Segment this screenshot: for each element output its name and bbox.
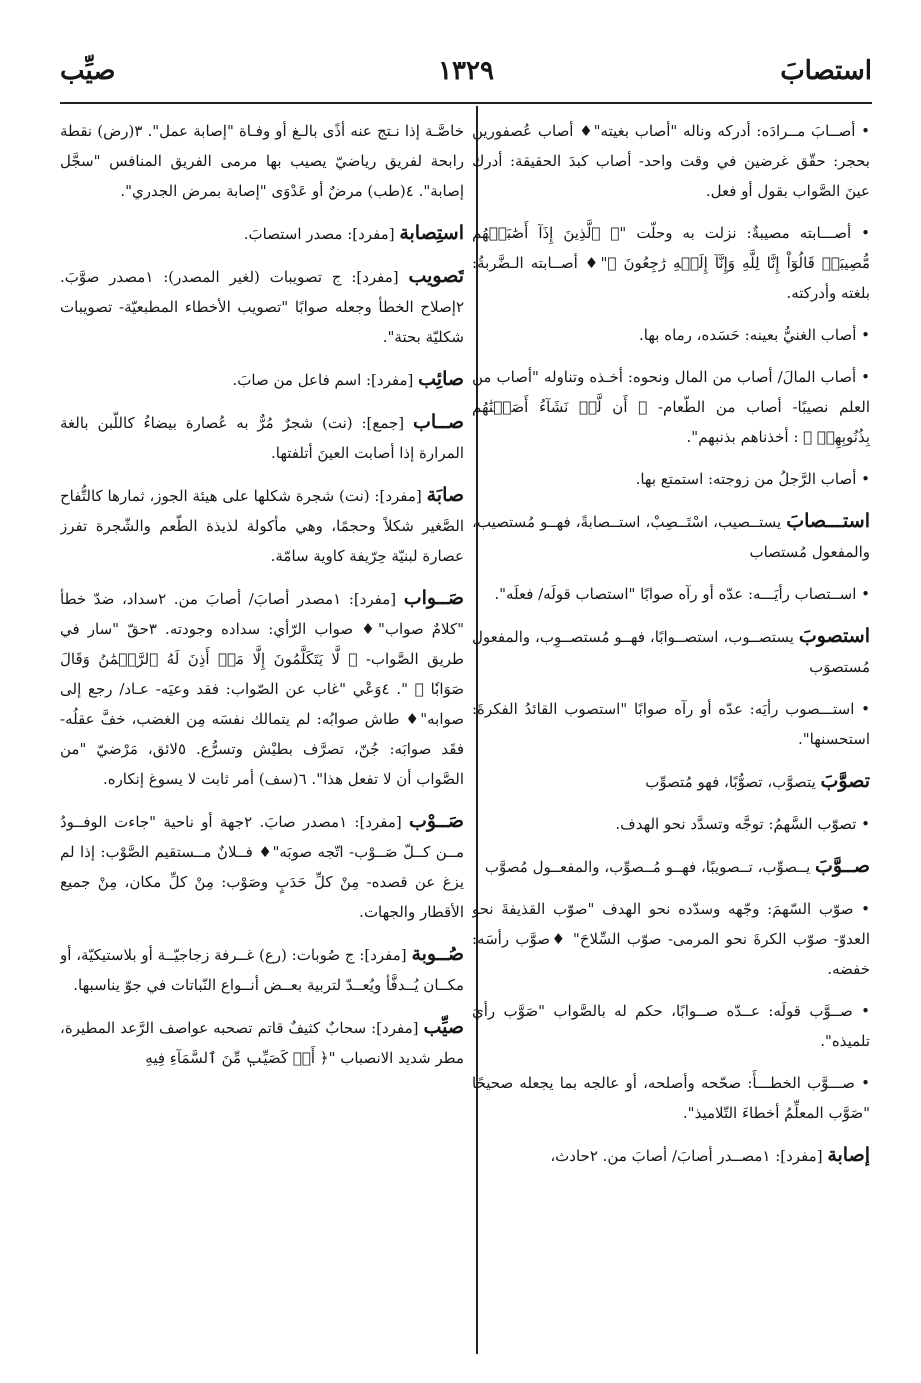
entry-text: [مفرد]: ج صُوبات: (رع) غــرفة زجاجيّــة أو بلاستيكيّة، أو مكــان يُــدفَّأ ويُعــدّ لتربية بعــض أنــواع النّباتات في جوّ يناسبها.	[60, 946, 464, 994]
entry-headword: صــوَّبَ	[815, 855, 870, 877]
entry-sense	[472, 464, 870, 494]
dictionary-entry	[60, 218, 464, 249]
header-right-word: استصابَ	[780, 56, 872, 86]
entry-sense	[472, 116, 870, 206]
entry-text: • صــوَّب قولَه: عــدّه صــوابًا، حكم له بالصَّواب "صَوَّب رأيَ تلميذه".	[472, 1002, 870, 1050]
entry-text: • أصاب المالَ/ أصاب من المال ونحوه: أخـذه وتناوله "أصاب من العلم نصيبًا- أصاب من الطّعام- ﴿ أَن لَّوۡ نَشَآءُ أَصَبۡنَٰهُم بِذُنُوبِهِمۡ ﴾ : أخذناهم بذنبهم".	[472, 368, 870, 446]
dictionary-entry	[472, 506, 870, 567]
entry-sense	[472, 218, 870, 308]
entry-headword: صائِب	[418, 368, 464, 390]
entry-text: • أصاب الغنيُّ بعينه: حَسَده، رماه بها.	[639, 326, 870, 344]
entry-headword: استـــصابَ	[786, 510, 870, 532]
entry-sense	[472, 320, 870, 350]
entry-headword: صابَة	[426, 484, 464, 506]
entry-text: • اســتصاب رأيَـــه: عدّه أو رآه صوابًا "استصاب قولَه/ فعلَه".	[494, 585, 870, 603]
entry-sense	[472, 809, 870, 839]
entry-text: • تصوّب السَّهمُ: توجَّه وتسدَّد نحو الهدف.	[615, 815, 870, 833]
dictionary-entry	[472, 621, 870, 682]
entry-text: [مفرد]: اسم فاعل من صابَ.	[232, 371, 419, 389]
entry-sense	[472, 996, 870, 1056]
dictionary-entry	[472, 766, 870, 797]
entry-headword: تَصويب	[408, 265, 464, 287]
entry-headword: إصابة	[827, 1144, 870, 1166]
entry-text: [مفرد]: ١مصدر صابَ. ٢جهة أو ناحية "جاءت الوفــودُ مــن كــلّ صَــوْب- اتّجه صوبَه"♦ فــلانٌ مــستقيم الصَّوْب: إذا لم يزغ عن قصده- مِنْ كلِّ حَدَبٍ وصَوْب: مِنْ كلِّ مكان، مِنْ جميع الأقطار والجهات.	[60, 813, 464, 921]
entry-text: • استـــصوب رأيَه: عدّه أو رآه صوابًا "استصوب القائدُ الفكرةَ: استحسنها".	[472, 700, 870, 748]
dictionary-entry	[60, 261, 464, 352]
entry-text: [مفرد]: ج تصويبات (لغير المصدر): ١مصدر صوَّبَ. ٢إصلاح الخطأ وجعله صوابًا "تصويب الأخطاء المطبعيّة- تصويبات شكليّة بحتة".	[60, 268, 464, 346]
entry-text: يستصــوب، استصــوابًا، فهــو مُستصــوِب، والمفعول مُستصوَب	[472, 628, 870, 676]
entry-text: [مفرد]: (نت) شجرة شكلها على هيئة الجوز، ثمارها كالتُّفاح الصَّغير شكلاً وحجمًا، وهي مأكولة لذيذة الطّعم والشّجرة تفرز عصارة لبنيّة حِرّيفة كاوية سامّة.	[60, 487, 464, 565]
entry-text: [مفرد]: ١مصدر أصابَ/ أصابَ من. ٢سداد، ضدّ خطأ "كلامٌ صواب"♦ صواب الرّأي: سداده وجودته. ٣حقّ "سار في طريق الصَّواب- ﴿ لَّا يَتَكَلَّمُونَ إِلَّا مَنۡ أَذِنَ لَهُ ٱلرَّحۡمَٰنُ وَقَالَ صَوَابٗا ﴾ ". ٤وَعْي "غاب عن الصّواب: فقد وعيَه- عـاد/ رجع إلى صوابه"♦ طاش صوابُه: لم يتمالك نفسَه مِن الغضب، خفَّ عقلُه- فقَد صوابَه: جُنّ، تصرَّف بطيْش وتسرُّع. ٥لائق، مَرْضيّ "من الصَّواب أن لا تفعل هذا". ٦(سف) أمر ثابت لا يسوغ إنكاره.	[60, 590, 464, 788]
entry-headword: تصوَّبَ	[820, 770, 870, 792]
dictionary-entry	[60, 1012, 464, 1073]
dictionary-entry	[472, 1140, 870, 1171]
entry-headword: صيِّب	[423, 1016, 464, 1038]
dictionary-entry	[60, 364, 464, 395]
dictionary-entry	[60, 939, 464, 1000]
entry-sense	[472, 894, 870, 984]
entry-headword: صَــواب	[403, 587, 464, 609]
dictionary-entry	[60, 407, 464, 468]
entry-headword: صُــوبة	[411, 943, 464, 965]
entry-headword: استِصابة	[399, 222, 464, 244]
entry-sense	[472, 1068, 870, 1128]
entry-text: يتصوَّب، تصوُّبًا، فهو مُتصوِّب	[645, 773, 821, 791]
entry-sense	[472, 579, 870, 609]
entry-text: يــصوِّب، تــصويبًا، فهــو مُــصوِّب، والمفعــول مُصوَّب	[484, 858, 816, 876]
left-column	[60, 116, 464, 1356]
entry-text: • صـــوَّب الخطـــأَ: صحّحه وأصلحه، أو عالجه بما يجعله صحيحًا "صَوَّب المعلِّمُ أخطاءَ التّلاميذ".	[472, 1074, 870, 1122]
entry-text: خاصَّـة إذا نـتج عنه أذًى بالـغ أو وفـاة "إصابة عمل". ٣(رض) نقطة رابحة لفريق رياضيّ يصيب بها مرمى الفريق المنافس "سجَّل إصابة". ٤(طب) مرضٌ أو عَدْوَى "إصابة بمرض الجدري".	[60, 122, 464, 200]
entry-sense	[60, 116, 464, 206]
dictionary-entry	[60, 480, 464, 571]
entry-text: يستــصيب، اسْتَــصِبْ، استــصابةً، فهــو مُستصيب، والمفعول مُستصاب	[472, 513, 870, 561]
entry-headword: استصوبَ	[798, 625, 870, 647]
dictionary-entry	[60, 806, 464, 927]
entry-headword: صَــوْب	[409, 810, 464, 832]
entry-text: [مفرد]: سحابٌ كثيفٌ قاتم تصحبه عواصف الرَّعد المطيرة، مطر شديد الانصباب "﴿ أَوۡ كَصَيِّبٖ مِّنَ ٱلسَّمَآءِ فِيهِ	[60, 1019, 464, 1067]
page-number: ١٣٢٩	[438, 56, 494, 86]
header-left-word: صيِّب	[60, 56, 116, 86]
entry-text: • صوّب السّهمَ: وجّهه وسدّده نحو الهدف "صوّب القذيفةَ نحو العدوّ- صوّب الكرةَ نحو المرمى- صوّب السِّلاحَ" ♦صوَّب رأسَه: خفضه.	[472, 900, 870, 978]
dictionary-entry	[60, 583, 464, 794]
entry-text: • أصـــابته مصيبةٌ: نزلت به وحلّت "﴿ ٱلَّذِينَ إِذَآ أَصَٰبَتۡهُم مُّصِيبَةٞ قَالُوٓاْ إِنَّا لِلَّهِ وَإِنَّآ إِلَيۡهِ رَٰجِعُونَ ﴾"♦ أصــابته الـضَّربةُ: بلغته وأدركته.	[472, 224, 870, 302]
entry-text: [مفرد]: مصدر استصابَ.	[243, 225, 400, 243]
header-rule	[60, 102, 872, 104]
page-header	[60, 56, 872, 100]
entry-headword: صــاب	[413, 411, 464, 433]
entry-text: • أصــابَ مــرادَه: أدركه وناله "أصاب بغيته"♦ أصاب عُصفورين بحجر: حقّق غرضين في وقت واحد- أصاب كبدَ الحقيقة: أدرك عينَ الصَّواب بقول أو فعل.	[472, 122, 870, 200]
right-column	[472, 116, 870, 1356]
entry-sense	[472, 362, 870, 452]
entry-text: [جمع]: (نت) شجرٌ مُرٌّ به عُصارة بيضاءُ كاللّبن بالغة المرارة إذا أصابت العينَ أتلفتها.	[60, 414, 464, 462]
entry-text: [مفرد]: ١مصــدر أصابَ/ أصابَ من. ٢حادث،	[550, 1147, 828, 1165]
entry-sense	[472, 694, 870, 754]
entry-text: • أصاب الرَّجلُ من زوجته: استمتع بها.	[635, 470, 870, 488]
dictionary-entry	[472, 851, 870, 882]
